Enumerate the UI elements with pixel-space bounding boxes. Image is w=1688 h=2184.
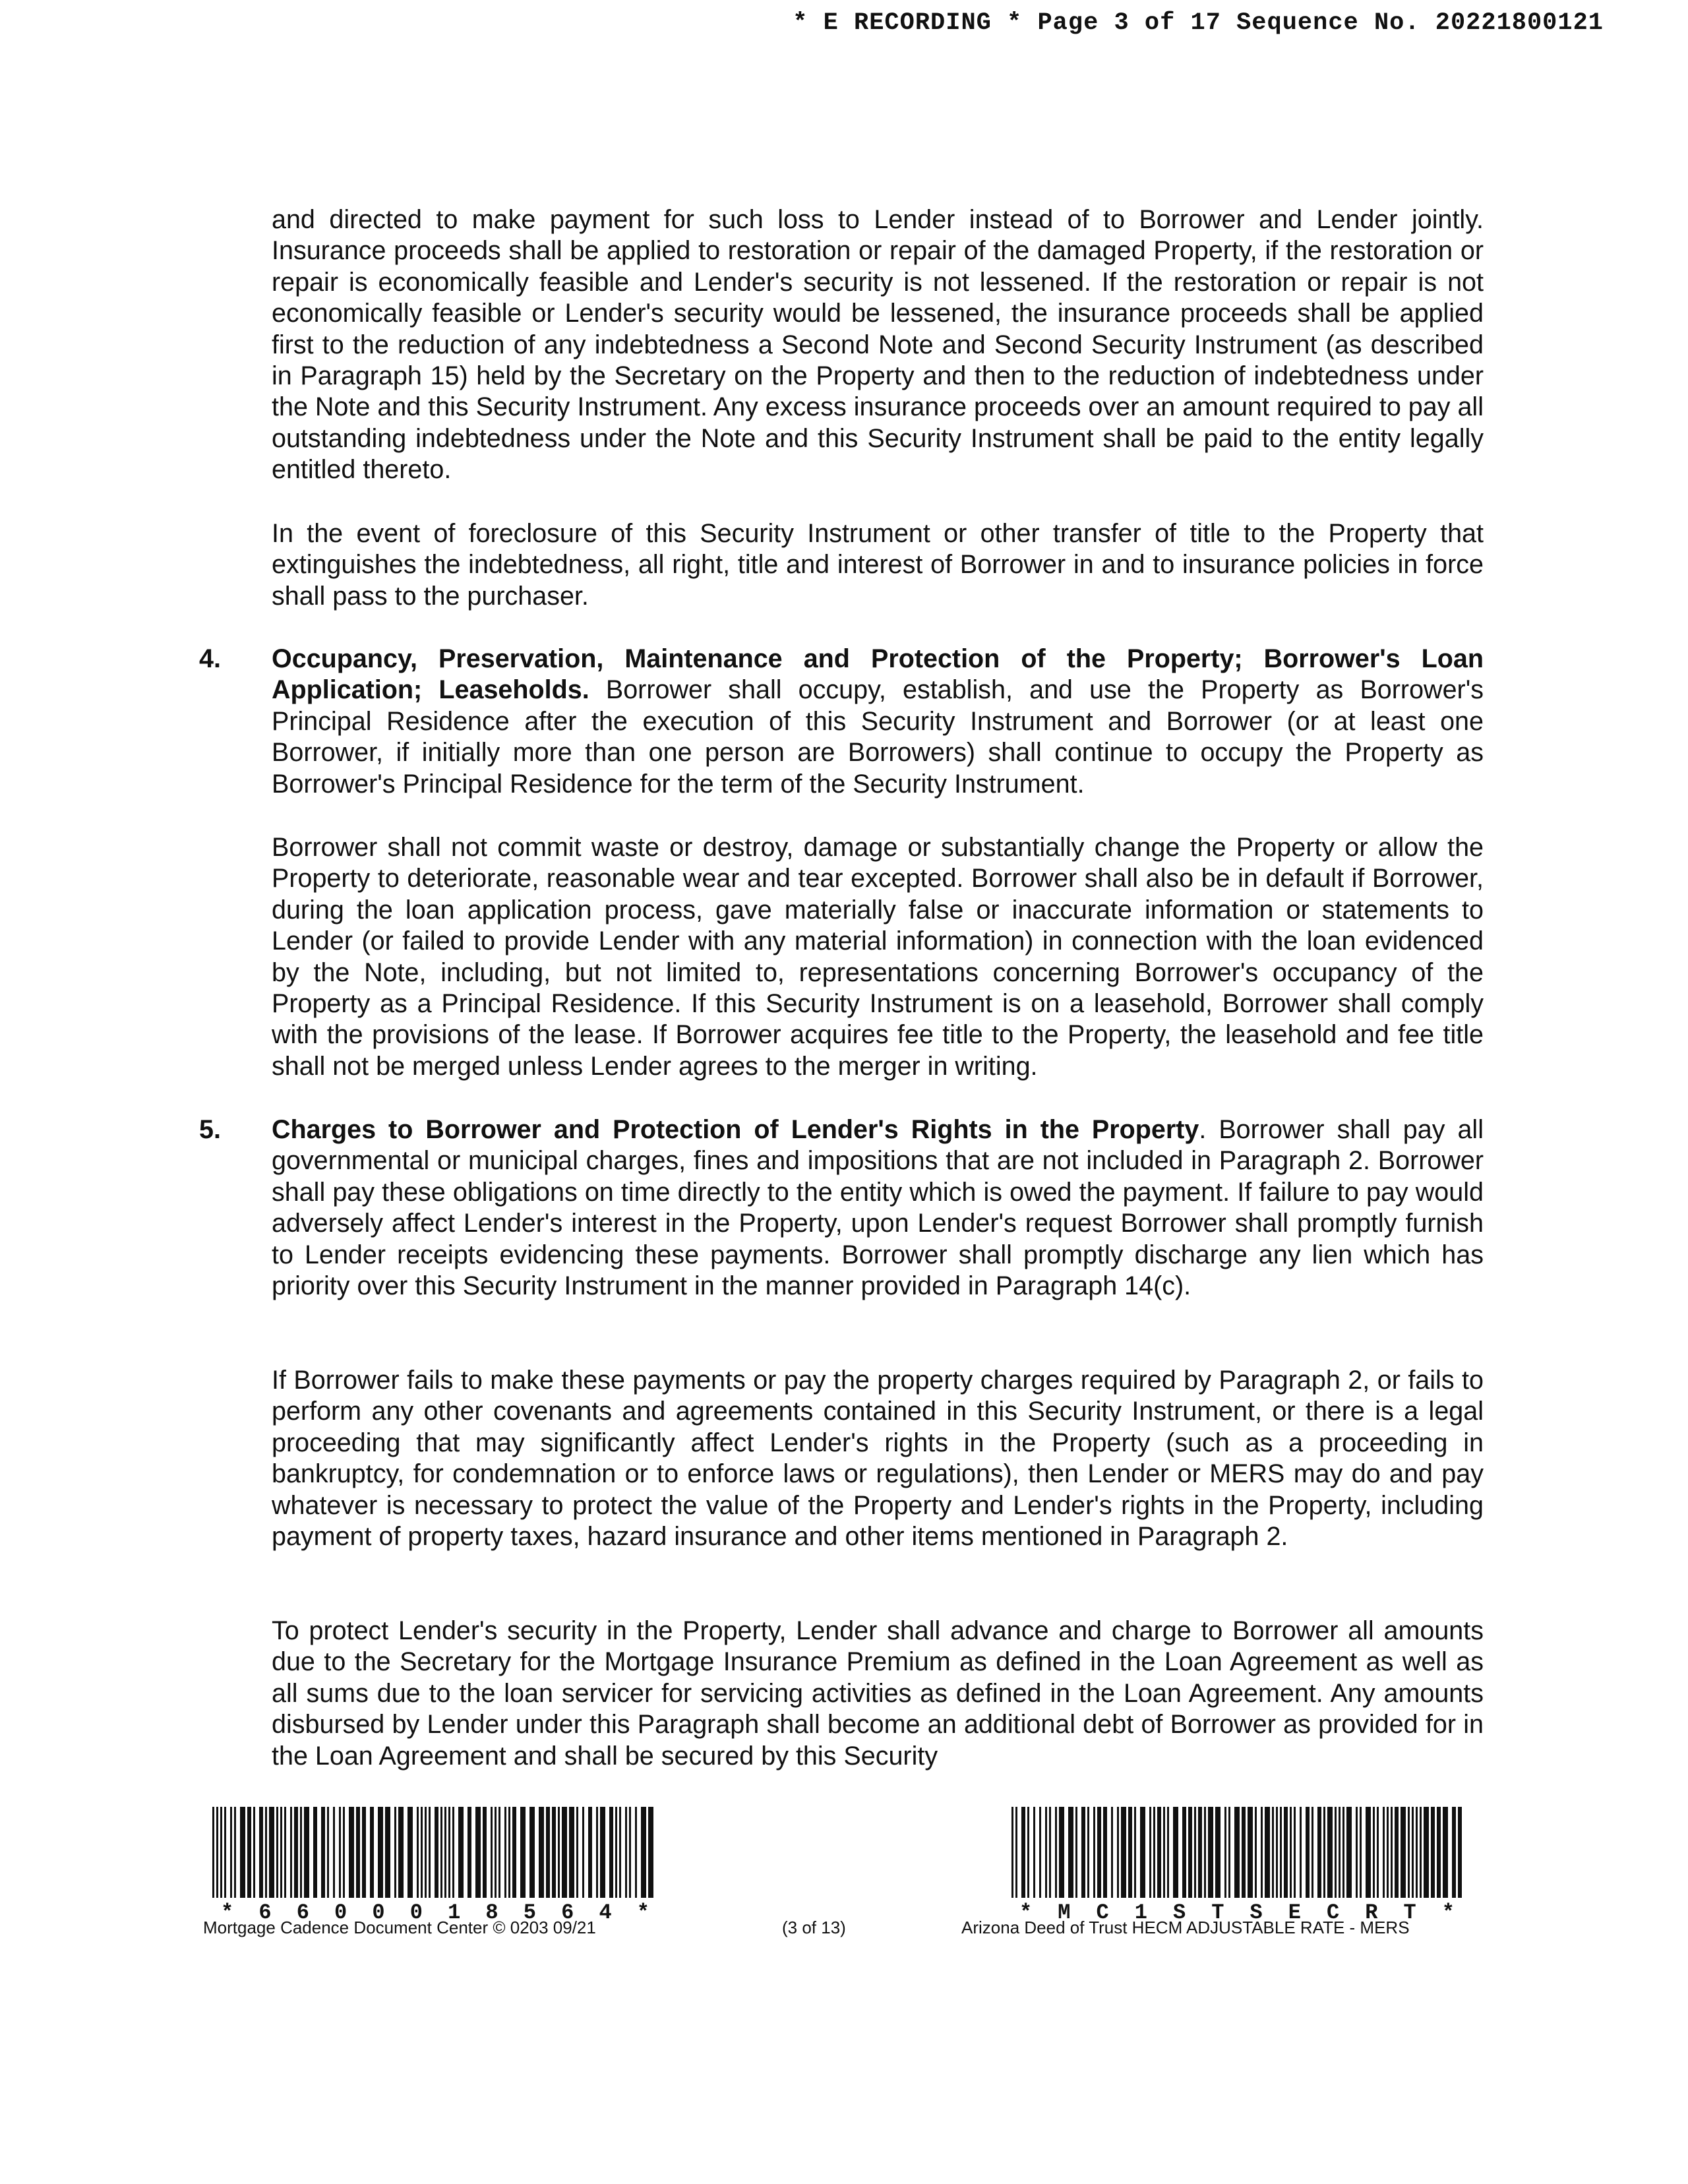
barcode-bar <box>290 1807 292 1898</box>
barcode-bar <box>370 1807 374 1898</box>
barcode-bar <box>234 1807 236 1898</box>
barcode-bar <box>224 1807 226 1898</box>
barcode-char: 0 <box>334 1900 347 1925</box>
barcode-char: R <box>1365 1900 1378 1925</box>
barcode-bar <box>216 1807 218 1898</box>
barcode-bar <box>1317 1807 1321 1898</box>
section-4-heading: Occupancy, Preservation, Maintenance and Protection of the Property; Borrower's Loan Application; Leaseholds. <box>272 644 1484 705</box>
barcode-bar <box>1360 1807 1362 1898</box>
barcode-bar <box>1128 1807 1132 1898</box>
barcode-bar <box>495 1807 497 1898</box>
barcode-bar <box>247 1807 251 1898</box>
barcode-bar <box>349 1807 354 1898</box>
barcode-bar <box>220 1807 222 1898</box>
barcode-bar <box>280 1807 282 1898</box>
barcode-bar <box>498 1807 500 1898</box>
barcode-bar <box>1198 1807 1202 1898</box>
barcode-bar <box>615 1807 617 1898</box>
section-5-number: 5. <box>199 1115 221 1144</box>
barcode-char: S <box>1173 1900 1186 1925</box>
barcode-char: 8 <box>485 1900 498 1925</box>
barcode-bar <box>1346 1807 1352 1898</box>
barcode-bar <box>641 1807 646 1898</box>
barcode-bar <box>569 1807 574 1898</box>
barcode-char: 6 <box>296 1900 309 1925</box>
barcode-bar <box>1087 1807 1089 1898</box>
barcode-bar <box>619 1807 621 1898</box>
section-4-occupancy <box>272 644 1484 800</box>
barcode-bar <box>1383 1807 1385 1898</box>
barcode-bar <box>1234 1807 1240 1898</box>
barcode-bar <box>304 1807 309 1898</box>
barcode-bar <box>1081 1807 1085 1898</box>
barcode-bar <box>1039 1807 1041 1898</box>
barcode-bar <box>475 1807 481 1898</box>
barcode-bar <box>1437 1807 1441 1898</box>
barcode-bar <box>1121 1807 1126 1898</box>
barcode-bar <box>294 1807 298 1898</box>
barcode-bar <box>582 1807 584 1898</box>
barcode-bar <box>1416 1807 1418 1898</box>
barcode-bar <box>378 1807 383 1898</box>
barcode-bar <box>1306 1807 1310 1898</box>
barcode-bar <box>385 1807 390 1898</box>
barcode-bar <box>417 1807 419 1898</box>
barcode-bar <box>600 1807 605 1898</box>
barcode-bar <box>552 1807 556 1898</box>
recording-header: * E RECORDING * Page 3 of 17 Sequence No. 20221800121 <box>793 9 1604 37</box>
barcode-bar <box>1284 1807 1288 1898</box>
paragraph-waste-default: Borrower shall not commit waste or destroy, damage or substantially change the Property or allow the Property to deteriorate, reasonable wear and tear excepted. Borrower shall also be in default if Borrower, during the loan application process, gave materially false or inaccurate information or statements to Lender (or failed to provide Lender with any material information) in connection with the loan evidenced by the Note, including, but not limited to, representations concerning Borrower's occupancy of the Property as a Principal Residence. If this Security Instrument is on a leasehold, Borrower shall comply with the provisions of the lease. If Borrower acquires fee title to the Property, the leasehold and fee title shall not be merged unless Lender agrees to the merger in writing. <box>272 833 1484 1081</box>
barcode-bar <box>648 1807 653 1898</box>
barcode-bar <box>504 1807 506 1898</box>
barcode-bar <box>1373 1807 1375 1898</box>
barcode-bar <box>1117 1807 1119 1898</box>
barcode-bar <box>1228 1807 1230 1898</box>
barcode-bar <box>1356 1807 1358 1898</box>
paragraph-insurance-proceeds: and directed to make payment for such loss to Lender instead of to Borrower and Lender jointly. Insurance proceeds shall be applied to restoration or repair of the damaged Property, if the restoration or repair is economically feasible and Lender's security is not lessened. If the restoration or repair is not economically feasible or Lender's security would be lessened, the insurance proceeds shall be applied first to the reduction of any indebtedness a Second Note and Second Security Instrument (as described in Paragraph 15) held by the Secretary on the Property and then to the reduction of indebtedness under the Note and this Security Instrument. Any excess insurance proceeds over an amount required to pay all outstanding indebtedness under the Note and this Security Instrument shall be paid to the entity legally entitled thereto. <box>272 205 1484 485</box>
barcode-bar <box>1342 1807 1344 1898</box>
barcode-char: 0 <box>409 1900 423 1925</box>
barcode-bar <box>512 1807 516 1898</box>
barcode-bar <box>435 1807 438 1898</box>
barcode-bar <box>313 1807 317 1898</box>
barcode-bar <box>1111 1807 1113 1898</box>
barcode-bar <box>1412 1807 1414 1898</box>
paragraph-lender-protect: If Borrower fails to make these payments or pay the property charges required by Paragraph 2, or fails to perform any other covenants and agreements contained in this Security Instrument, or there is a legal proceeding that may significantly affect Lender's rights in the Property (such as a proceeding in bankruptcy, for condemnation or to enforce laws or regulations), then Lender or MERS may do and pay whatever is necessary to protect the value of the Property and Lender's rights in the Property, including payment of property taxes, hazard insurance and other items mentioned in Paragraph 2. <box>272 1366 1484 1552</box>
barcode-char: T <box>1403 1900 1416 1925</box>
barcode-bar <box>276 1807 278 1898</box>
section-4-number: 4. <box>199 644 221 673</box>
barcode-bar <box>300 1807 302 1898</box>
barcode-char: 1 <box>448 1900 461 1925</box>
barcode-bar <box>1140 1807 1145 1898</box>
footer-right-label: Arizona Deed of Trust HECM ADJUSTABLE RATE - MERS <box>961 1918 1410 1937</box>
barcode-char: M <box>1058 1900 1071 1925</box>
barcode-bar <box>327 1807 329 1898</box>
barcode-char: C <box>1327 1900 1340 1925</box>
barcode-bar <box>240 1807 245 1898</box>
barcode-bar <box>1182 1807 1186 1898</box>
barcode-bar <box>1068 1807 1073 1898</box>
barcode-bar <box>1300 1807 1302 1898</box>
barcode-bar <box>576 1807 578 1898</box>
barcode-bar <box>1311 1807 1313 1898</box>
barcode-char: 0 <box>372 1900 385 1925</box>
barcode-bar <box>1167 1807 1169 1898</box>
barcode-bar <box>467 1807 471 1898</box>
barcode-bar <box>407 1807 413 1898</box>
barcode-bar <box>440 1807 442 1898</box>
barcode-bar <box>1391 1807 1393 1898</box>
barcode-bar <box>333 1807 335 1898</box>
footer-page-count: (3 of 13) <box>782 1918 846 1937</box>
section-4-text: Borrower shall occupy, establish, and use the Property as Borrower's Principal Residence after the execution of this Security Instrument and Borrower (or at least one Borrower, if initially more than one person are Borrowers) shall continue to occupy the Property as Borrower's Principal Residence for the term of the Security Instrument. <box>272 675 1484 799</box>
barcode-char: * <box>1019 1900 1033 1925</box>
barcode-bar <box>1173 1807 1178 1898</box>
barcode-bar <box>508 1807 510 1898</box>
barcode-bar <box>1443 1807 1448 1898</box>
barcode-bar <box>529 1807 535 1898</box>
section-5-charges <box>272 1114 1484 1302</box>
barcode-char: 5 <box>523 1900 536 1925</box>
barcode-bar <box>609 1807 613 1898</box>
barcode-char: 1 <box>1134 1900 1147 1925</box>
barcode-bar <box>1335 1807 1337 1898</box>
barcode-bar <box>212 1807 214 1898</box>
barcode-bar <box>1134 1807 1136 1898</box>
barcode-bar <box>458 1807 464 1898</box>
barcode-bar <box>1149 1807 1151 1898</box>
barcode-bar <box>253 1807 255 1898</box>
barcode-char: * <box>1441 1900 1455 1925</box>
barcode-bar <box>1075 1807 1077 1898</box>
barcode-bar <box>343 1807 345 1898</box>
barcode-bar <box>1097 1807 1101 1898</box>
barcode-bar <box>1059 1807 1064 1898</box>
barcode-bar <box>1194 1807 1196 1898</box>
barcode-char: * <box>221 1900 234 1925</box>
barcode-bar <box>1011 1807 1013 1898</box>
barcode-bar <box>562 1807 567 1898</box>
document-barcode-right <box>1011 1807 1462 1911</box>
barcode-bar <box>1215 1807 1221 1898</box>
barcode-char: T <box>1211 1900 1224 1925</box>
barcode-bar <box>265 1807 267 1898</box>
barcode-bar <box>394 1807 396 1898</box>
barcode-char: C <box>1096 1900 1109 1925</box>
barcode-bar <box>1452 1807 1456 1898</box>
section-5-text: . Borrower shall pay all governmental or municipal charges, fines and impositions that are not included in Paragraph 2. Borrower shall pay these obligations on time directly to the entity which is owed the payment. If failure to pay would adversely affect Lender's interest in the Property, upon Lender's request Borrower shall promptly furnish to Lender receipts evidencing these payments. Borrower shall promptly discharge any lien which has priority over this Security Instrument in the manner provided in Paragraph 14(c). <box>272 1115 1484 1301</box>
barcode-bar <box>421 1807 423 1898</box>
barcode-bar <box>1157 1807 1161 1898</box>
barcode-char: S <box>1250 1900 1263 1925</box>
barcode-bar <box>1103 1807 1107 1898</box>
barcode-bar <box>1431 1807 1435 1898</box>
barcode-bar <box>1290 1807 1292 1898</box>
barcode-bar <box>1294 1807 1296 1898</box>
barcode-bar <box>444 1807 446 1898</box>
paragraph-foreclosure-transfer: In the event of foreclosure of this Security Instrument or other transfer of title to the Property that extinguishes the indebtedness, all right, title and interest of Borrower in and to insurance policies in force shall pass to the purchaser. <box>272 519 1484 611</box>
barcode-bar <box>1323 1807 1325 1898</box>
barcode-bar <box>1049 1807 1051 1898</box>
barcode-bar <box>1153 1807 1155 1898</box>
barcode-bar <box>284 1807 286 1898</box>
barcode-bar <box>1045 1807 1047 1898</box>
barcode-bar <box>339 1807 341 1898</box>
barcode-bar <box>629 1807 631 1898</box>
barcode-bar <box>321 1807 325 1898</box>
barcode-bar <box>1261 1807 1263 1898</box>
barcode-bar <box>491 1807 493 1898</box>
barcode-bar <box>1255 1807 1257 1898</box>
barcode-bar <box>1248 1807 1253 1898</box>
barcode-bar <box>1021 1807 1025 1898</box>
barcode-bar <box>1055 1807 1057 1898</box>
barcode-char: 6 <box>258 1900 272 1925</box>
barcode-bar <box>448 1807 450 1898</box>
barcode-bar <box>1366 1807 1371 1898</box>
barcode-bar <box>1272 1807 1274 1898</box>
barcode-bar <box>1208 1807 1213 1898</box>
document-barcode-left <box>212 1807 658 1911</box>
barcode-bar <box>558 1807 560 1898</box>
barcode-bar <box>259 1807 263 1898</box>
barcode-bar <box>362 1807 366 1898</box>
barcode-bar <box>425 1807 427 1898</box>
barcode-bar <box>1276 1807 1278 1898</box>
paragraph-mortgage-insurance: To protect Lender's security in the Property, Lender shall advance and charge to Borrower all amounts due to the Secretary for the Mortgage Insurance Premium as defined in the Loan Agreement as well as all sums due to the loan servicer for servicing activities as defined in the Loan Agreement. Any amounts disbursed by Lender under this Paragraph shall become an additional debt of Borrower as provided for in the Loan Agreement and shall be secured by this Security <box>272 1616 1484 1771</box>
barcode-char: 6 <box>561 1900 574 1925</box>
section-5-heading: Charges to Borrower and Protection of Lender's Rights in the Property <box>272 1115 1199 1144</box>
barcode-char: 4 <box>599 1900 612 1925</box>
barcode-bar <box>1265 1807 1270 1898</box>
barcode-char: * <box>636 1900 649 1925</box>
barcode-bar <box>483 1807 487 1898</box>
barcode-bar <box>596 1807 598 1898</box>
barcode-bar <box>520 1807 526 1898</box>
barcode-bar <box>1093 1807 1095 1898</box>
barcode-bar <box>546 1807 550 1898</box>
barcode-bar <box>1401 1807 1406 1898</box>
barcode-bar <box>1204 1807 1206 1898</box>
barcode-bar <box>635 1807 637 1898</box>
barcode-bar <box>1327 1807 1333 1898</box>
barcode-bar <box>539 1807 544 1898</box>
barcode-bar <box>588 1807 592 1898</box>
barcode-bar <box>1242 1807 1246 1898</box>
barcode-bar <box>1458 1807 1462 1898</box>
barcode-bar <box>1163 1807 1165 1898</box>
barcode-bar <box>452 1807 454 1898</box>
footer-left-label: Mortgage Cadence Document Center © 0203 09/21 <box>203 1918 596 1937</box>
barcode-bar <box>1387 1807 1389 1898</box>
barcode-bar <box>1339 1807 1341 1898</box>
barcode-bar <box>1408 1807 1410 1898</box>
barcode-bar <box>398 1807 404 1898</box>
barcode-bar <box>1420 1807 1422 1898</box>
barcode-bar <box>356 1807 360 1898</box>
barcode-bar <box>1224 1807 1226 1898</box>
barcode-bar <box>1027 1807 1029 1898</box>
barcode-bar <box>429 1807 431 1898</box>
barcode-bar <box>269 1807 274 1898</box>
barcode-bar <box>1424 1807 1429 1898</box>
barcode-bar <box>1377 1807 1379 1898</box>
barcode-bar <box>1188 1807 1192 1898</box>
barcode-bar <box>230 1807 232 1898</box>
barcode-char: E <box>1288 1900 1301 1925</box>
barcode-bar <box>625 1807 627 1898</box>
barcode-bar <box>1395 1807 1399 1898</box>
barcode-bar <box>1033 1807 1035 1898</box>
barcode-bar <box>1015 1807 1017 1898</box>
barcode-bar <box>1280 1807 1282 1898</box>
